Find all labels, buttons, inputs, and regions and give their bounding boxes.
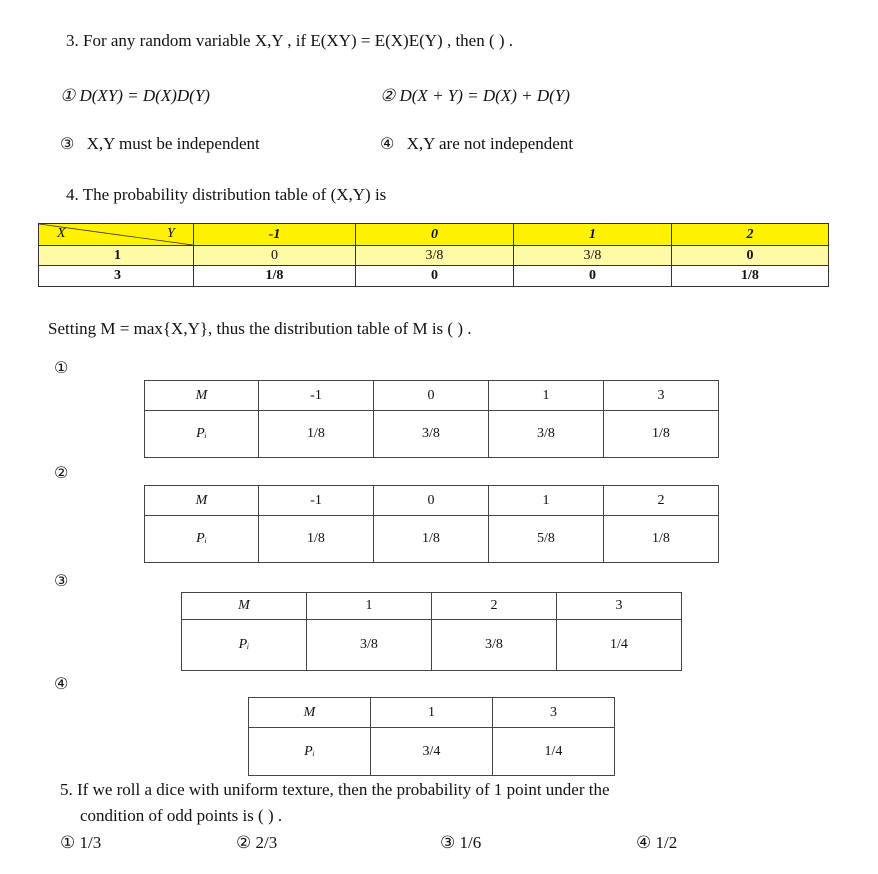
p-value: 1/8 <box>259 516 374 563</box>
q5-option-4: ④ 1/2 <box>636 833 678 852</box>
joint-prob-cell: 3/8 <box>356 246 514 266</box>
m-value: 2 <box>604 486 719 516</box>
q3-option-3-text: X,Y must be independent <box>86 134 260 153</box>
joint-header-row <box>39 224 829 246</box>
q3-option-3-number: ③ <box>60 134 75 153</box>
p-value: 3/8 <box>489 411 604 458</box>
m-value: 1 <box>489 486 604 516</box>
p-value: 5/8 <box>489 516 604 563</box>
q3-option-3 <box>60 135 260 152</box>
p-value: 1/8 <box>259 411 374 458</box>
m-value: 2 <box>432 593 557 620</box>
table-row <box>145 516 719 563</box>
p-value: 1/8 <box>374 516 489 563</box>
q3-option-2: ② D(X + Y) = D(X) + D(Y) <box>380 86 570 105</box>
p-value: 3/8 <box>374 411 489 458</box>
m-value: -1 <box>259 486 374 516</box>
q4-option-1-number: ① <box>54 358 69 377</box>
m-value: 3 <box>604 381 719 411</box>
q5-stem-line-1: 5. If we roll a dice with uniform texture, then the probability of 1 point under the <box>60 780 610 799</box>
table-row <box>145 486 719 516</box>
p-value: 3/8 <box>432 620 557 671</box>
table-row <box>249 698 615 728</box>
p-label: Pᵢ <box>145 411 259 458</box>
p-value: 3/4 <box>371 728 493 776</box>
q5-option-2: ② 2/3 <box>236 833 278 852</box>
m-label: M <box>145 381 259 411</box>
joint-prob-cell: 1/8 <box>672 266 829 287</box>
m-value: 0 <box>374 381 489 411</box>
q4-option-3-table <box>181 592 682 671</box>
p-label: Pᵢ <box>182 620 307 671</box>
q5-option-3: ③ 1/6 <box>440 833 482 852</box>
joint-row <box>39 246 829 266</box>
p-value: 1/8 <box>604 516 719 563</box>
table-row <box>182 620 682 671</box>
table-row <box>182 593 682 620</box>
q3-option-4-text: X,Y are not independent <box>406 134 574 153</box>
q4-option-4-number: ④ <box>54 674 69 693</box>
joint-x-value: 1 <box>39 246 194 266</box>
corner-y-label: Y <box>167 226 175 241</box>
m-value: 3 <box>557 593 682 620</box>
joint-prob-cell: 0 <box>356 266 514 287</box>
m-label: M <box>249 698 371 728</box>
q3-option-1: ① D(XY) = D(X)D(Y) <box>60 86 210 105</box>
joint-y-value: 2 <box>672 224 829 246</box>
p-label: Pᵢ <box>249 728 371 776</box>
joint-y-value: 1 <box>514 224 672 246</box>
joint-prob-cell: 0 <box>194 246 356 266</box>
q4-option-2-number: ② <box>54 463 69 482</box>
q4-stem: 4. The probability distribution table of (X,Y) is <box>66 185 387 204</box>
joint-y-value: -1 <box>194 224 356 246</box>
q4-option-4-table <box>248 697 615 776</box>
table-row <box>145 411 719 458</box>
joint-y-value: 0 <box>356 224 514 246</box>
q4-setting-text: Setting M = max{X,Y}, thus the distribution table of M is ( ) . <box>48 319 472 338</box>
q3-option-4 <box>380 135 573 152</box>
m-value: 1 <box>489 381 604 411</box>
q4-option-2-table <box>144 485 719 563</box>
joint-row <box>39 266 829 287</box>
table-row <box>145 381 719 411</box>
joint-prob-cell: 1/8 <box>194 266 356 287</box>
m-value: 3 <box>493 698 615 728</box>
table-row <box>249 728 615 776</box>
corner-x-label: X <box>57 226 66 241</box>
q3-option-4-number: ④ <box>380 134 395 153</box>
joint-prob-cell: 3/8 <box>514 246 672 266</box>
p-value: 3/8 <box>307 620 432 671</box>
p-label: Pᵢ <box>145 516 259 563</box>
q4-option-1-table <box>144 380 719 458</box>
joint-distribution-table <box>38 223 829 287</box>
joint-prob-cell: 0 <box>672 246 829 266</box>
p-value: 1/4 <box>557 620 682 671</box>
m-value: 1 <box>307 593 432 620</box>
joint-x-value: 3 <box>39 266 194 287</box>
q5-option-1: ① 1/3 <box>60 833 102 852</box>
m-value: -1 <box>259 381 374 411</box>
joint-prob-cell: 0 <box>514 266 672 287</box>
p-value: 1/8 <box>604 411 719 458</box>
m-value: 1 <box>371 698 493 728</box>
q3-stem: 3. For any random variable X,Y , if E(XY) = E(X)E(Y) , then ( ) . <box>66 31 514 50</box>
q4-option-3-number: ③ <box>54 571 69 590</box>
m-label: M <box>182 593 307 620</box>
m-value: 0 <box>374 486 489 516</box>
m-label: M <box>145 486 259 516</box>
p-value: 1/4 <box>493 728 615 776</box>
joint-corner-cell <box>39 224 194 246</box>
q5-stem-line-2: condition of odd points is ( ) . <box>80 806 283 825</box>
